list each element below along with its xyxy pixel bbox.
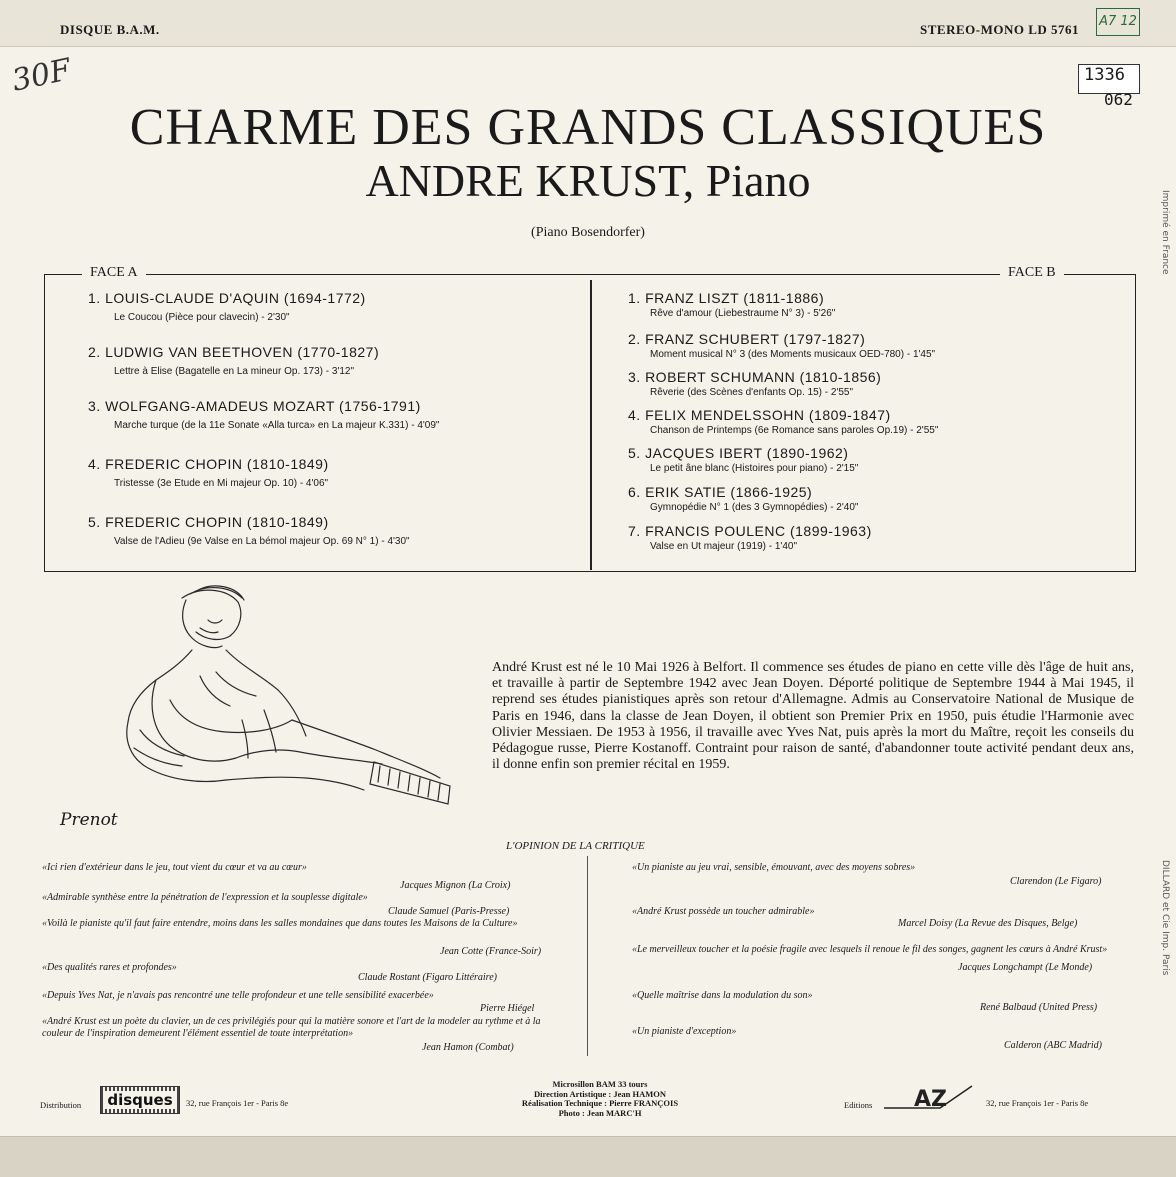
tracklist-divider <box>590 280 592 570</box>
instrument-note: (Piano Bosendorfer) <box>531 225 645 240</box>
track-composer: 3. ROBERT SCHUMANN (1810-1856) <box>628 369 882 385</box>
critique-source: René Balbaud (United Press) <box>980 1002 1098 1013</box>
distribution-logo: disques <box>100 1086 180 1114</box>
handwritten-box: A7 12 <box>1096 8 1140 36</box>
face-a-label: FACE A <box>82 265 146 281</box>
critique-quote: «Depuis Yves Nat, je n'avais pas rencontré une telle profondeur et une telle sensibilité exacerbée» <box>42 990 434 1001</box>
credit-line: Réalisation Technique : Pierre FRANÇOIS <box>521 1098 679 1108</box>
track-a5 <box>88 514 410 547</box>
critique-quote: «Le merveilleux toucher et la poésie fragile avec lesquels il renoue le fil des songes, gagnent les cœurs à André Krust» <box>632 944 1108 955</box>
track-a2 <box>88 344 379 377</box>
critique-source: Jean Hamon (Combat) <box>422 1042 514 1053</box>
track-work: Chanson de Printemps (6e Romance sans paroles Op.19) - 2'55" <box>650 425 939 436</box>
track-b4 <box>628 407 938 436</box>
critique-source: Clarendon (Le Figaro) <box>1010 876 1102 887</box>
track-composer: 2. FRANZ SCHUBERT (1797-1827) <box>628 331 866 347</box>
track-work: Rêverie (des Scènes d'enfants Op. 15) - 2'55" <box>650 387 854 398</box>
critique-quote: «Un pianiste au jeu vrai, sensible, émouvant, avec des moyens sobres» <box>632 862 916 873</box>
artist-name: ANDRE KRUST, Piano <box>365 155 811 206</box>
track-work: Valse de l'Adieu (9e Valse en La bémol majeur Op. 69 N° 1) - 4'30" <box>114 536 410 547</box>
sketch-signature: Prenot <box>60 810 118 830</box>
artist-biography: André Krust est né le 10 Mai 1926 à Belfort. Il commence ses études de piano en cette ville dès l'âge de huit ans, et travaille à partir de Septembre 1942 avec Jean Doyen. Déporté politique de Septembre 1944 à Mai 1945, il reprend ses études pianistiques après son retour d'Allemagne. Admis au Conservatoire National de Musique de Paris en 1946, dans la classe de Jean Doyen, il obtient son Premier Prix en 1950, puis étudie l'Harmonie avec Olivier Messiaen. De 1953 à 1956, il travaille avec Yves Nat, puis après la mort du Maître, reçoit les conseils du Pédagogue russe, Pierre Kostanoff. Contraint pour raison de santé, d'abandonner toute activité pendant deux ans, il donne enfin son premier récital en 1959. <box>492 660 1134 773</box>
track-composer: 6. ERIK SATIE (1866-1925) <box>628 484 813 500</box>
track-b5 <box>628 445 858 474</box>
distribution-address: 32, rue François 1er - Paris 8e <box>186 1098 289 1108</box>
critique-quote: «Quelle maîtrise dans la modulation du son» <box>632 990 813 1001</box>
track-composer: 5. FREDERIC CHOPIN (1810-1849) <box>88 514 329 530</box>
track-a1 <box>88 290 366 323</box>
track-work: Gymnopédie N° 1 (des 3 Gymnopédies) - 2'40" <box>650 502 859 513</box>
credit-line: Microsillon BAM 33 tours <box>552 1079 648 1089</box>
track-work: Marche turque (de la 11e Sonate «Alla turca» en La majeur K.331) - 4'09" <box>114 420 440 431</box>
stamp-number: 1336 <box>1084 65 1125 85</box>
critique-quote: «Des qualités rares et profondes» <box>42 962 177 973</box>
critique-heading: L'OPINION DE LA CRITIQUE <box>506 840 645 852</box>
track-composer: 1. LOUIS-CLAUDE D'AQUIN (1694-1772) <box>88 290 366 306</box>
track-b1 <box>628 290 835 319</box>
editions-logo <box>880 1082 976 1112</box>
critique-quote: «André Krust possède un toucher admirable» <box>632 906 815 917</box>
critique-source: Pierre Hiégel <box>480 1003 535 1014</box>
critique-quote: «Ici rien d'extérieur dans le jeu, tout vient du cœur et va au cœur» <box>42 862 307 873</box>
critique-source: Marcel Doisy (La Revue des Disques, Belge) <box>898 918 1078 929</box>
critique-source: Jean Cotte (France-Soir) <box>440 946 542 957</box>
critique-divider <box>587 856 588 1056</box>
track-composer: 4. FREDERIC CHOPIN (1810-1849) <box>88 456 329 472</box>
track-composer: 2. LUDWIG VAN BEETHOVEN (1770-1827) <box>88 344 380 360</box>
distribution-label: Distribution <box>40 1100 82 1110</box>
handwritten-price: 30F <box>9 52 74 99</box>
track-work: Le Coucou (Pièce pour clavecin) - 2'30" <box>114 312 290 323</box>
track-composer: 4. FELIX MENDELSSOHN (1809-1847) <box>628 407 891 423</box>
track-composer: 7. FRANCIS POULENC (1899-1963) <box>628 523 872 539</box>
editions-label: Editions <box>844 1100 873 1110</box>
side-printer-note: DILLARD et Cie Imp. Paris <box>1160 860 1170 976</box>
editions-address: 32, rue François 1er - Paris 8e <box>986 1098 1089 1108</box>
sleeve-bottom-edge <box>0 1136 1176 1177</box>
critique-source: Claude Rostant (Figaro Littéraire) <box>358 972 497 983</box>
track-composer: 5. JACQUES IBERT (1890-1962) <box>628 445 849 461</box>
critique-source: Jacques Mignon (La Croix) <box>400 880 511 891</box>
track-work: Rêve d'amour (Liebestraume N° 3) - 5'26" <box>650 308 836 319</box>
track-work: Moment musical N° 3 (des Moments musicaux OED-780) - 1'45" <box>650 349 936 360</box>
track-b2 <box>628 331 935 360</box>
track-b7 <box>628 523 872 552</box>
track-a4 <box>88 456 329 489</box>
track-composer: 3. WOLFGANG-AMADEUS MOZART (1756-1791) <box>88 398 421 414</box>
track-work: Tristesse (3e Etude en Mi majeur Op. 10) - 4'06" <box>114 478 329 489</box>
credits <box>500 1080 700 1118</box>
album-title: CHARME DES GRANDS CLASSIQUES <box>129 99 1047 156</box>
track-b3 <box>628 369 881 398</box>
track-work: Valse en Ut majeur (1919) - 1'40" <box>650 541 798 552</box>
credit-line: Direction Artistique : Jean HAMON <box>533 1088 667 1099</box>
critique-source: Jacques Longchampt (Le Monde) <box>958 962 1093 973</box>
face-b-label: FACE B <box>1000 265 1064 281</box>
track-work: Lettre à Elise (Bagatelle en La mineur Op. 173) - 3'12" <box>114 366 355 377</box>
svg-text:AZ: AZ <box>914 1087 947 1112</box>
credit-line: Photo : Jean MARC'H <box>558 1107 642 1118</box>
track-a3 <box>88 398 439 431</box>
track-work: Le petit âne blanc (Histoires pour piano) - 2'15" <box>650 463 859 474</box>
side-print-note: Imprimé en France <box>1160 190 1170 275</box>
pianist-sketch <box>30 580 500 840</box>
critique-source: Claude Samuel (Paris-Presse) <box>388 906 510 917</box>
label-name: DISQUE B.A.M. <box>60 22 160 37</box>
critique-source: Calderon (ABC Madrid) <box>1004 1040 1102 1051</box>
critique-quote: «Voilà le pianiste qu'il faut faire entendre, moins dans les salles mondaines que dans toutes les Maisons de la Culture» <box>42 918 518 929</box>
catalog-number: STEREO-MONO LD 5761 <box>920 22 1080 37</box>
stamp-number-2: 062 <box>1104 90 1133 109</box>
track-composer: 1. FRANZ LISZT (1811-1886) <box>628 290 825 306</box>
critique-quote: «Admirable synthèse entre la pénétration de l'expression et la souplesse digitale» <box>42 892 368 903</box>
critique-quote: «Un pianiste d'exception» <box>632 1026 737 1037</box>
critique-quote: «André Krust est un poète du clavier, un de ces privilégiés pour qui la matière sonore et l'art de la modeler au rythme et à la couleur de l'inspiration demeurent l'élément essentiel de toute interprétation» <box>42 1016 541 1039</box>
track-b6 <box>628 484 858 513</box>
